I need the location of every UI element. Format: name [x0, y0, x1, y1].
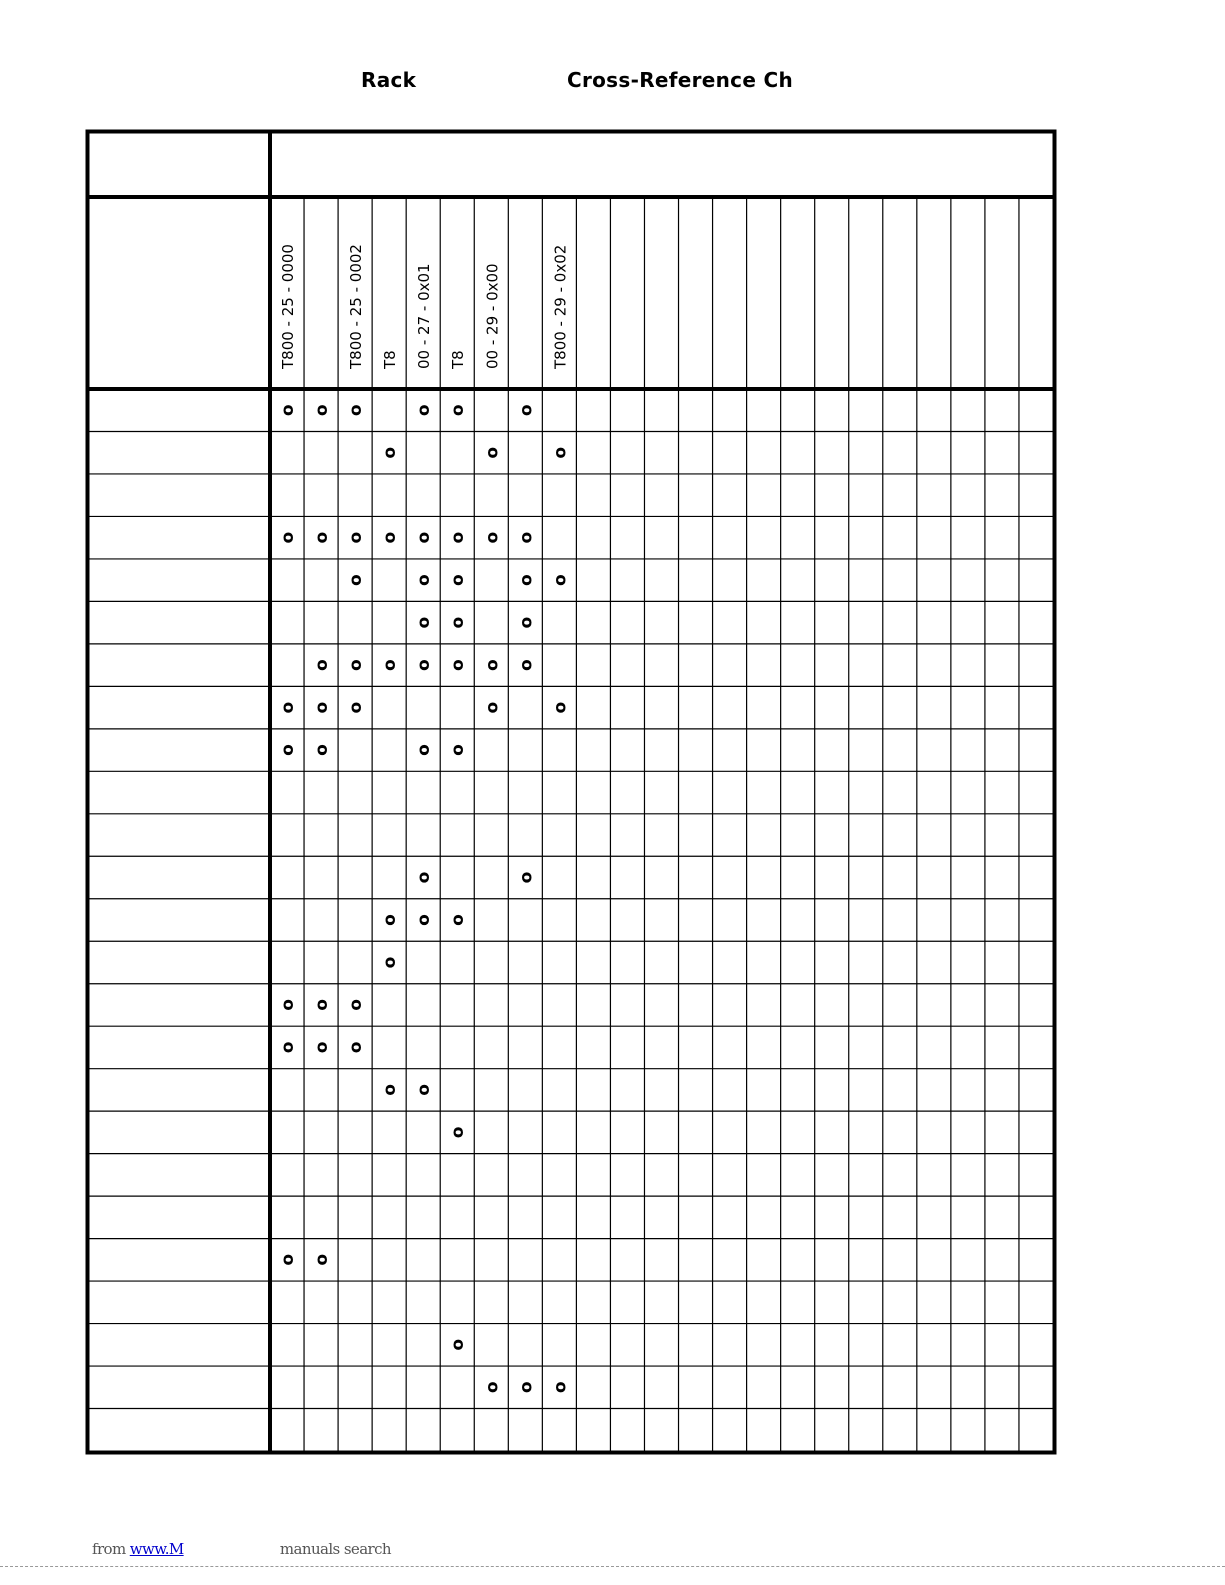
- cell-mark: o: [482, 446, 503, 459]
- cell-mark: o: [550, 446, 571, 459]
- footer-link[interactable]: www.M: [129, 1540, 184, 1558]
- column-label: T8: [449, 350, 468, 369]
- cell-mark: o: [448, 616, 469, 629]
- page-title-cross-reference: Cross-Reference Ch: [567, 68, 793, 92]
- cell-mark: o: [516, 404, 537, 417]
- cell-mark: o: [278, 1041, 299, 1054]
- cell-mark: o: [448, 1338, 469, 1351]
- column-label: T8: [381, 350, 400, 369]
- cell-mark: o: [312, 701, 333, 714]
- cell-mark: o: [414, 871, 435, 884]
- cell-mark: o: [516, 574, 537, 587]
- cell-mark: o: [482, 701, 503, 714]
- cell-mark: o: [550, 701, 571, 714]
- footer: [92, 1540, 391, 1558]
- column-headers: [279, 244, 569, 370]
- cell-mark: o: [414, 659, 435, 671]
- column-label: 00 - 29 - 0x00: [483, 263, 502, 369]
- cell-mark: o: [448, 659, 469, 671]
- footer-rule: [0, 1566, 1225, 1567]
- cell-mark: o: [516, 659, 537, 671]
- cell-mark: o: [312, 1041, 333, 1054]
- cell-mark: o: [346, 999, 367, 1011]
- cell-mark: o: [414, 914, 435, 926]
- cell-mark: o: [414, 531, 435, 544]
- cell-mark: o: [312, 744, 333, 756]
- cell-mark: o: [482, 531, 503, 544]
- cell-mark: o: [448, 574, 469, 587]
- cell-mark: o: [312, 999, 333, 1011]
- cell-mark: o: [380, 446, 401, 459]
- cell-mark: o: [312, 659, 333, 671]
- column-label: T800 - 25 - 0002: [347, 244, 366, 369]
- cell-mark: o: [346, 659, 367, 671]
- cell-mark: o: [550, 1381, 571, 1394]
- cell-mark: o: [278, 404, 299, 417]
- cell-mark: o: [346, 404, 367, 417]
- cell-mark: o: [516, 616, 537, 629]
- cell-mark: o: [278, 531, 299, 544]
- footer-suffix: manuals search: [279, 1540, 391, 1558]
- cell-mark: o: [482, 659, 503, 671]
- column-label: 00 - 27 - 0x01: [415, 263, 434, 369]
- cell-mark: o: [482, 1381, 503, 1394]
- cell-mark: o: [380, 956, 401, 969]
- cell-mark: o: [278, 701, 299, 714]
- cell-mark: o: [346, 574, 367, 587]
- cell-mark: o: [414, 404, 435, 417]
- cell-mark: o: [380, 659, 401, 671]
- cell-mark: o: [516, 1381, 537, 1394]
- cell-mark: o: [516, 531, 537, 544]
- cell-mark: o: [414, 574, 435, 587]
- cell-mark: o: [414, 744, 435, 756]
- table-grid-lines: [88, 132, 1053, 1451]
- cell-mark: o: [346, 531, 367, 544]
- cell-mark: o: [448, 914, 469, 926]
- cell-mark: o: [278, 999, 299, 1011]
- table-outer-border: [88, 132, 1055, 1453]
- cell-mark: o: [312, 531, 333, 544]
- cell-mark: o: [448, 744, 469, 756]
- cell-mark: o: [448, 531, 469, 544]
- cell-mark: o: [346, 701, 367, 714]
- cell-mark: o: [414, 616, 435, 629]
- cell-mark: o: [312, 404, 333, 417]
- cell-mark: o: [312, 1253, 333, 1266]
- cell-mark: o: [278, 744, 299, 756]
- footer-prefix: from: [92, 1540, 126, 1558]
- cell-mark: o: [550, 574, 571, 587]
- column-label: T800 - 25 - 0000: [279, 244, 298, 369]
- cell-mark: o: [380, 531, 401, 544]
- cell-mark: o: [380, 1084, 401, 1096]
- column-label: T800 - 29 - 0x02: [551, 244, 570, 369]
- cell-mark: o: [516, 871, 537, 884]
- cell-mark: o: [448, 1126, 469, 1139]
- page-title-rack: Rack: [361, 68, 417, 92]
- cell-mark: o: [278, 1253, 299, 1266]
- cell-mark: o: [380, 914, 401, 926]
- cell-mark: o: [346, 1041, 367, 1054]
- cell-mark: o: [414, 1084, 435, 1096]
- cell-mark: o: [448, 404, 469, 417]
